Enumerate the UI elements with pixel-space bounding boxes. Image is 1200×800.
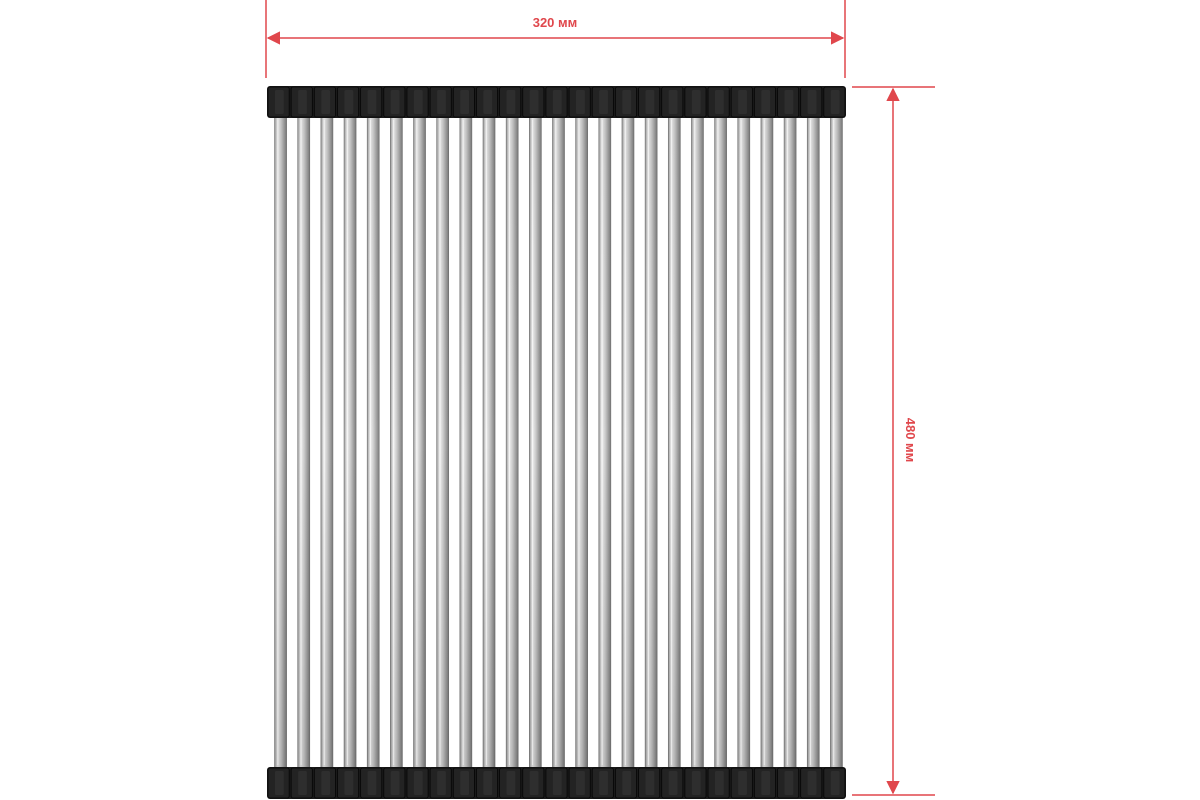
mat-rod xyxy=(622,116,634,769)
rail-link-notch xyxy=(831,90,840,114)
roll-mat xyxy=(267,86,846,799)
mat-rod xyxy=(414,116,426,769)
rail-link-notch xyxy=(437,771,446,795)
width-label: 320 мм xyxy=(532,15,578,30)
rail-link-notch xyxy=(321,90,330,114)
rail-link-notch xyxy=(391,771,400,795)
mat-rod xyxy=(784,116,796,769)
mat-rod xyxy=(830,116,842,769)
rail-link-notch xyxy=(761,771,770,795)
mat-rod xyxy=(437,116,449,769)
rail-link-notch xyxy=(298,90,307,114)
rail-link-notch xyxy=(692,90,701,114)
mat-rod xyxy=(691,116,703,769)
rail-link-notch xyxy=(808,771,817,795)
rail-link-notch xyxy=(808,90,817,114)
mat-rod xyxy=(367,116,379,769)
height-label: 480 мм xyxy=(903,417,918,463)
rail-link-notch xyxy=(391,90,400,114)
mat-rod xyxy=(344,116,356,769)
rail-link-notch xyxy=(460,771,469,795)
mat-top-rail xyxy=(267,86,846,118)
mat-rod xyxy=(460,116,472,769)
mat-rod xyxy=(321,116,333,769)
height-dimension xyxy=(852,87,935,795)
rail-link-notch xyxy=(321,771,330,795)
rail-link-notch xyxy=(784,771,793,795)
rail-link-notch xyxy=(599,90,608,114)
mat-rod xyxy=(738,116,750,769)
mat-rod xyxy=(390,116,402,769)
rail-link-notch xyxy=(669,90,678,114)
rail-link-notch xyxy=(599,771,608,795)
rail-link-notch xyxy=(831,771,840,795)
rail-link-notch xyxy=(275,771,284,795)
rail-link-notch xyxy=(460,90,469,114)
rail-link-notch xyxy=(715,90,724,114)
mat-rod xyxy=(645,116,657,769)
rail-link-notch xyxy=(414,90,423,114)
rail-link-notch xyxy=(622,90,631,114)
rail-link-notch xyxy=(622,771,631,795)
rail-link-notch xyxy=(437,90,446,114)
rail-link-notch xyxy=(576,771,585,795)
rail-link-notch xyxy=(530,771,539,795)
mat-rod xyxy=(715,116,727,769)
mat-rod xyxy=(275,116,287,769)
rail-link-notch xyxy=(715,771,724,795)
rail-link-notch xyxy=(368,771,377,795)
rail-link-notch xyxy=(483,771,492,795)
rail-link-notch xyxy=(298,771,307,795)
rail-link-notch xyxy=(344,771,353,795)
mat-rod xyxy=(298,116,310,769)
rail-link-notch xyxy=(275,90,284,114)
mat-rods xyxy=(275,116,843,769)
mat-bottom-rail xyxy=(267,767,846,799)
rail-link-notch xyxy=(692,771,701,795)
width-dimension xyxy=(266,0,845,78)
rail-link-notch xyxy=(553,90,562,114)
rail-link-notch xyxy=(761,90,770,114)
rail-link-notch xyxy=(530,90,539,114)
mat-rod xyxy=(483,116,495,769)
rail-link-notch xyxy=(507,771,516,795)
mat-rod xyxy=(807,116,819,769)
rail-link-notch xyxy=(738,771,747,795)
rail-link-notch xyxy=(646,90,655,114)
mat-rod xyxy=(576,116,588,769)
mat-rod xyxy=(668,116,680,769)
rail-link-notch xyxy=(507,90,516,114)
rail-link-notch xyxy=(553,771,562,795)
rail-link-notch xyxy=(368,90,377,114)
rail-link-notch xyxy=(738,90,747,114)
mat-rod xyxy=(761,116,773,769)
rail-link-notch xyxy=(669,771,678,795)
rail-link-notch xyxy=(784,90,793,114)
mat-rod xyxy=(552,116,564,769)
rail-link-notch xyxy=(576,90,585,114)
mat-rod xyxy=(529,116,541,769)
mat-rod xyxy=(506,116,518,769)
rail-link-notch xyxy=(483,90,492,114)
rail-link-notch xyxy=(646,771,655,795)
mat-rod xyxy=(599,116,611,769)
rail-link-notch xyxy=(414,771,423,795)
rail-link-notch xyxy=(344,90,353,114)
